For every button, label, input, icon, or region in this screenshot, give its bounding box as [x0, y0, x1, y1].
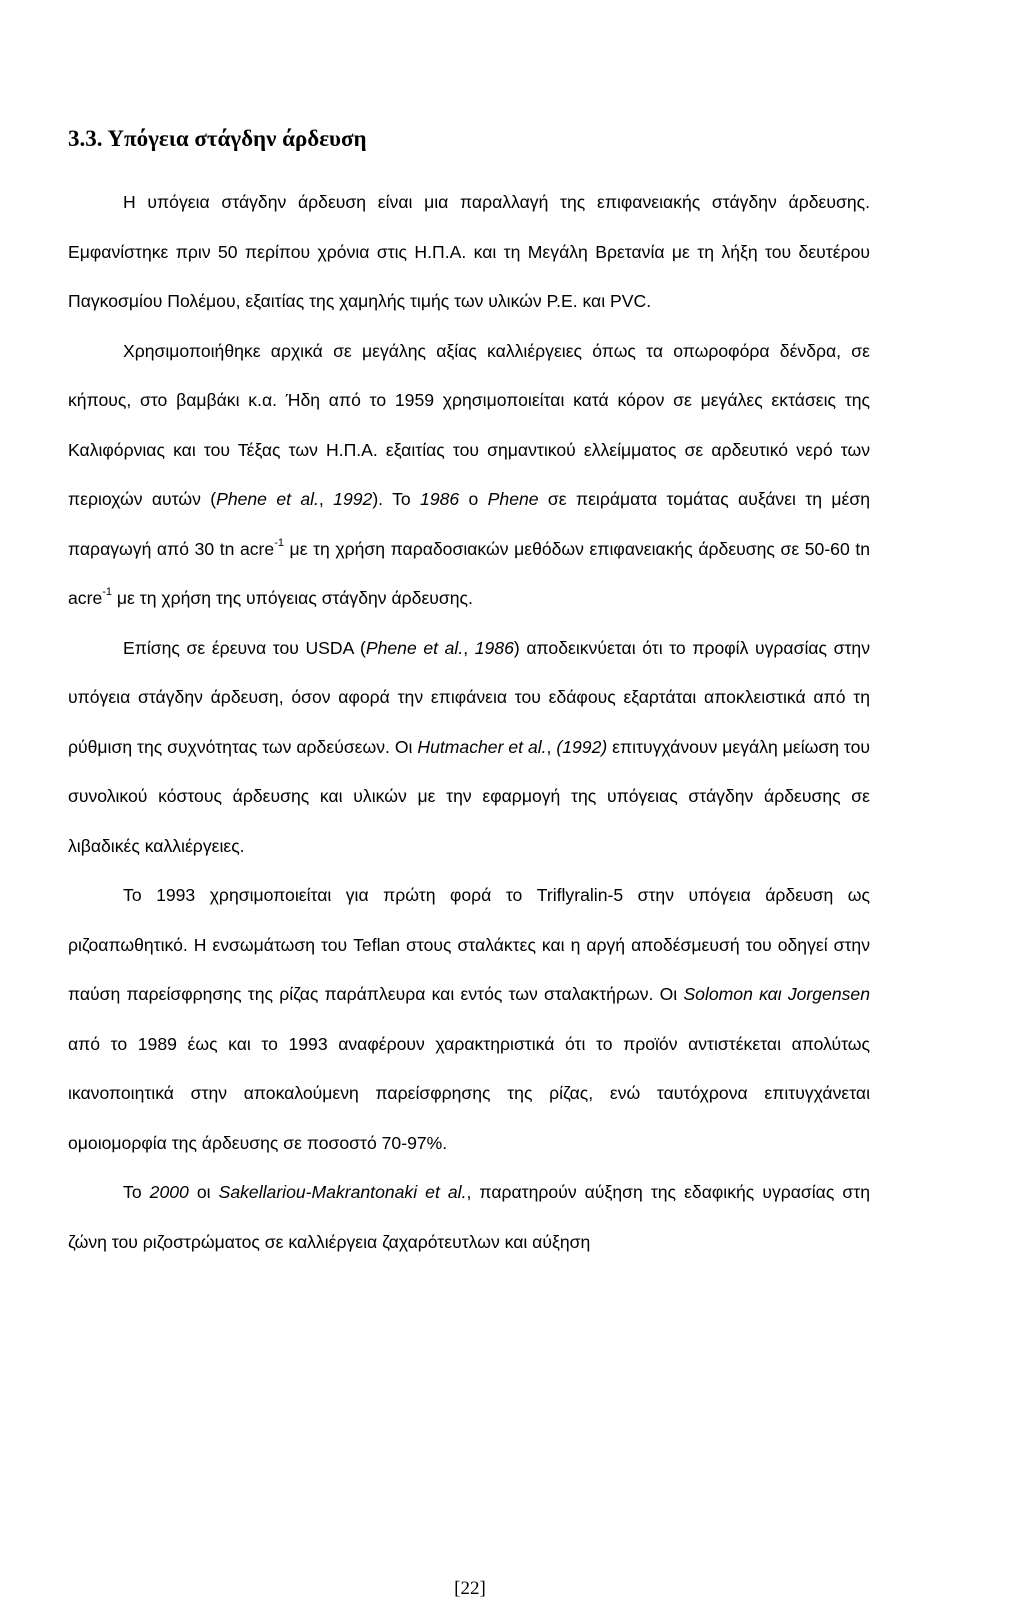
paragraph-1: [68, 178, 870, 327]
paragraph-5-text-2: οι: [188, 1182, 219, 1202]
citation-phene-1986: Phene et al.: [365, 637, 464, 658]
paragraph-3-text-4: ,: [546, 736, 557, 757]
citation-year-1992: 1992: [333, 489, 373, 509]
paragraph-3-text-2: ,: [463, 637, 475, 658]
paragraph-5-text-1: Το: [123, 1182, 150, 1202]
superscript-1: -1: [274, 536, 284, 549]
citation-year-hutmacher: (1992): [556, 736, 608, 757]
citation-year-1986: 1986: [474, 637, 514, 658]
paragraph-2-text-6: με τη χρήση παραδοσιακών μεθόδων επιφανειακής άρδευσης σε 50-60 tn acre: [68, 538, 870, 608]
citation-solomon-jorgensen: Solomon και Jorgensen: [683, 984, 870, 1004]
paragraph-4: [68, 871, 870, 1168]
paragraph-3-text-5: επιτυγχάνουν μεγάλη μείωση του συνολικού κόστους άρδευσης και υλικών με την εφαρμογή της υπόγειας στάγδην άρδευσης σε λιβαδικές καλλιέργειες.: [68, 736, 871, 856]
page-number: [22]: [454, 1578, 486, 1599]
paragraph-5: [68, 1168, 870, 1267]
paragraph-2-text-3: ). Το: [372, 489, 421, 509]
year-1986: 1986: [420, 489, 460, 509]
paragraph-2-text-2: ,: [318, 489, 334, 509]
paragraph-3-text-1: Επίσης σε έρευνα του USDA (: [123, 637, 366, 658]
citation-hutmacher: Hutmacher et al.: [417, 736, 547, 757]
paragraph-2: [68, 327, 870, 624]
paragraph-2-text-7: με τη χρήση της υπόγειας στάγδην άρδευσης.: [112, 588, 473, 608]
paragraph-4-text-1: Το 1993 χρησιμοποιείται για πρώτη φορά το Triflyralin-5 στην υπόγεια άρδευση ως ριζοαπωθητικό. Η ενσωμάτωση του Teflan στους σταλάκτες και η αργή αποδέσμευσή του οδηγεί στην παύση παρείσφρησης της ρίζας παράπλευρα και εντός των σταλακτήρων. Οι: [68, 885, 870, 1004]
paragraph-3: [68, 624, 870, 872]
document-page: [68, 124, 870, 1267]
paragraph-2-text-1: Χρησιμοποιήθηκε αρχικά σε μεγάλης αξίας καλλιέργειες όπως τα οπωροφόρα δένδρα, σε κήπους, στο βαμβάκι κ.α. Ήδη από το 1959 χρησιμοποιείται κατά κόρον σε μεγάλες εκτάσεις της Καλιφόρνιας και του Τέξας των Η.Π.Α. εξαιτίας του σημαντικού ελλείμματος σε αρδευτικό νερό των περιοχών αυτών (: [68, 340, 870, 509]
paragraph-5-text-3: , παρατηρούν αύξηση της εδαφικής υγρασίας στη ζώνη του ριζοστρώματος σε καλλιέργεια ζαχαρότευτλων και αύξηση: [68, 1182, 870, 1252]
citation-phene-1992: Phene et al.: [216, 489, 319, 509]
paragraph-3-text-3: ) αποδεικνύεται ότι το προφίλ υγρασίας στην υπόγεια στάγδην άρδευση, όσον αφορά την επιφάνεια του εδάφους εξαρτάται αποκλειστικά από τη ρύθμιση της συχνότητας των αρδεύσεων. Οι: [68, 637, 871, 757]
superscript-2: -1: [102, 586, 113, 599]
paragraph-4-text-2: από το 1989 έως και το 1993 αναφέρουν χαρακτηριστικά ότι το προϊόν αντιστέκεται απολύτως ικανοποιητικά στην αποκαλούμενη παρείσφρησης της ρίζας, ενώ ταυτόχρονα επιτυγχάνεται ομοιομορφία της άρδευσης σε ποσοστό 70-97%.: [68, 1033, 870, 1153]
section-heading: 3.3. Υπόγεια στάγδην άρδευση: [68, 126, 367, 151]
paragraph-2-text-5: σε πειράματα τομάτας αυξάνει τη μέση παραγωγή από 30 tn acre: [68, 489, 871, 559]
paragraph-2-text-4: ο: [459, 489, 488, 509]
citation-phene: Phene: [487, 489, 539, 509]
citation-sakellariou: Sakellariou-Makrantonaki et al.: [218, 1182, 467, 1202]
paragraph-1-text: Η υπόγεια στάγδην άρδευση είναι μια παραλλαγή της επιφανειακής στάγδην άρδευσης. Εμφανίστηκε πριν 50 περίπου χρόνια στις Η.Π.Α. και τη Μεγάλη Βρετανία με τη λήξη του δευτέρου Παγκοσμίου Πολέμου, εξαιτίας της χαμηλής τιμής των υλικών Ρ.Ε. και PVC.: [68, 192, 870, 311]
year-2000: 2000: [149, 1182, 189, 1202]
